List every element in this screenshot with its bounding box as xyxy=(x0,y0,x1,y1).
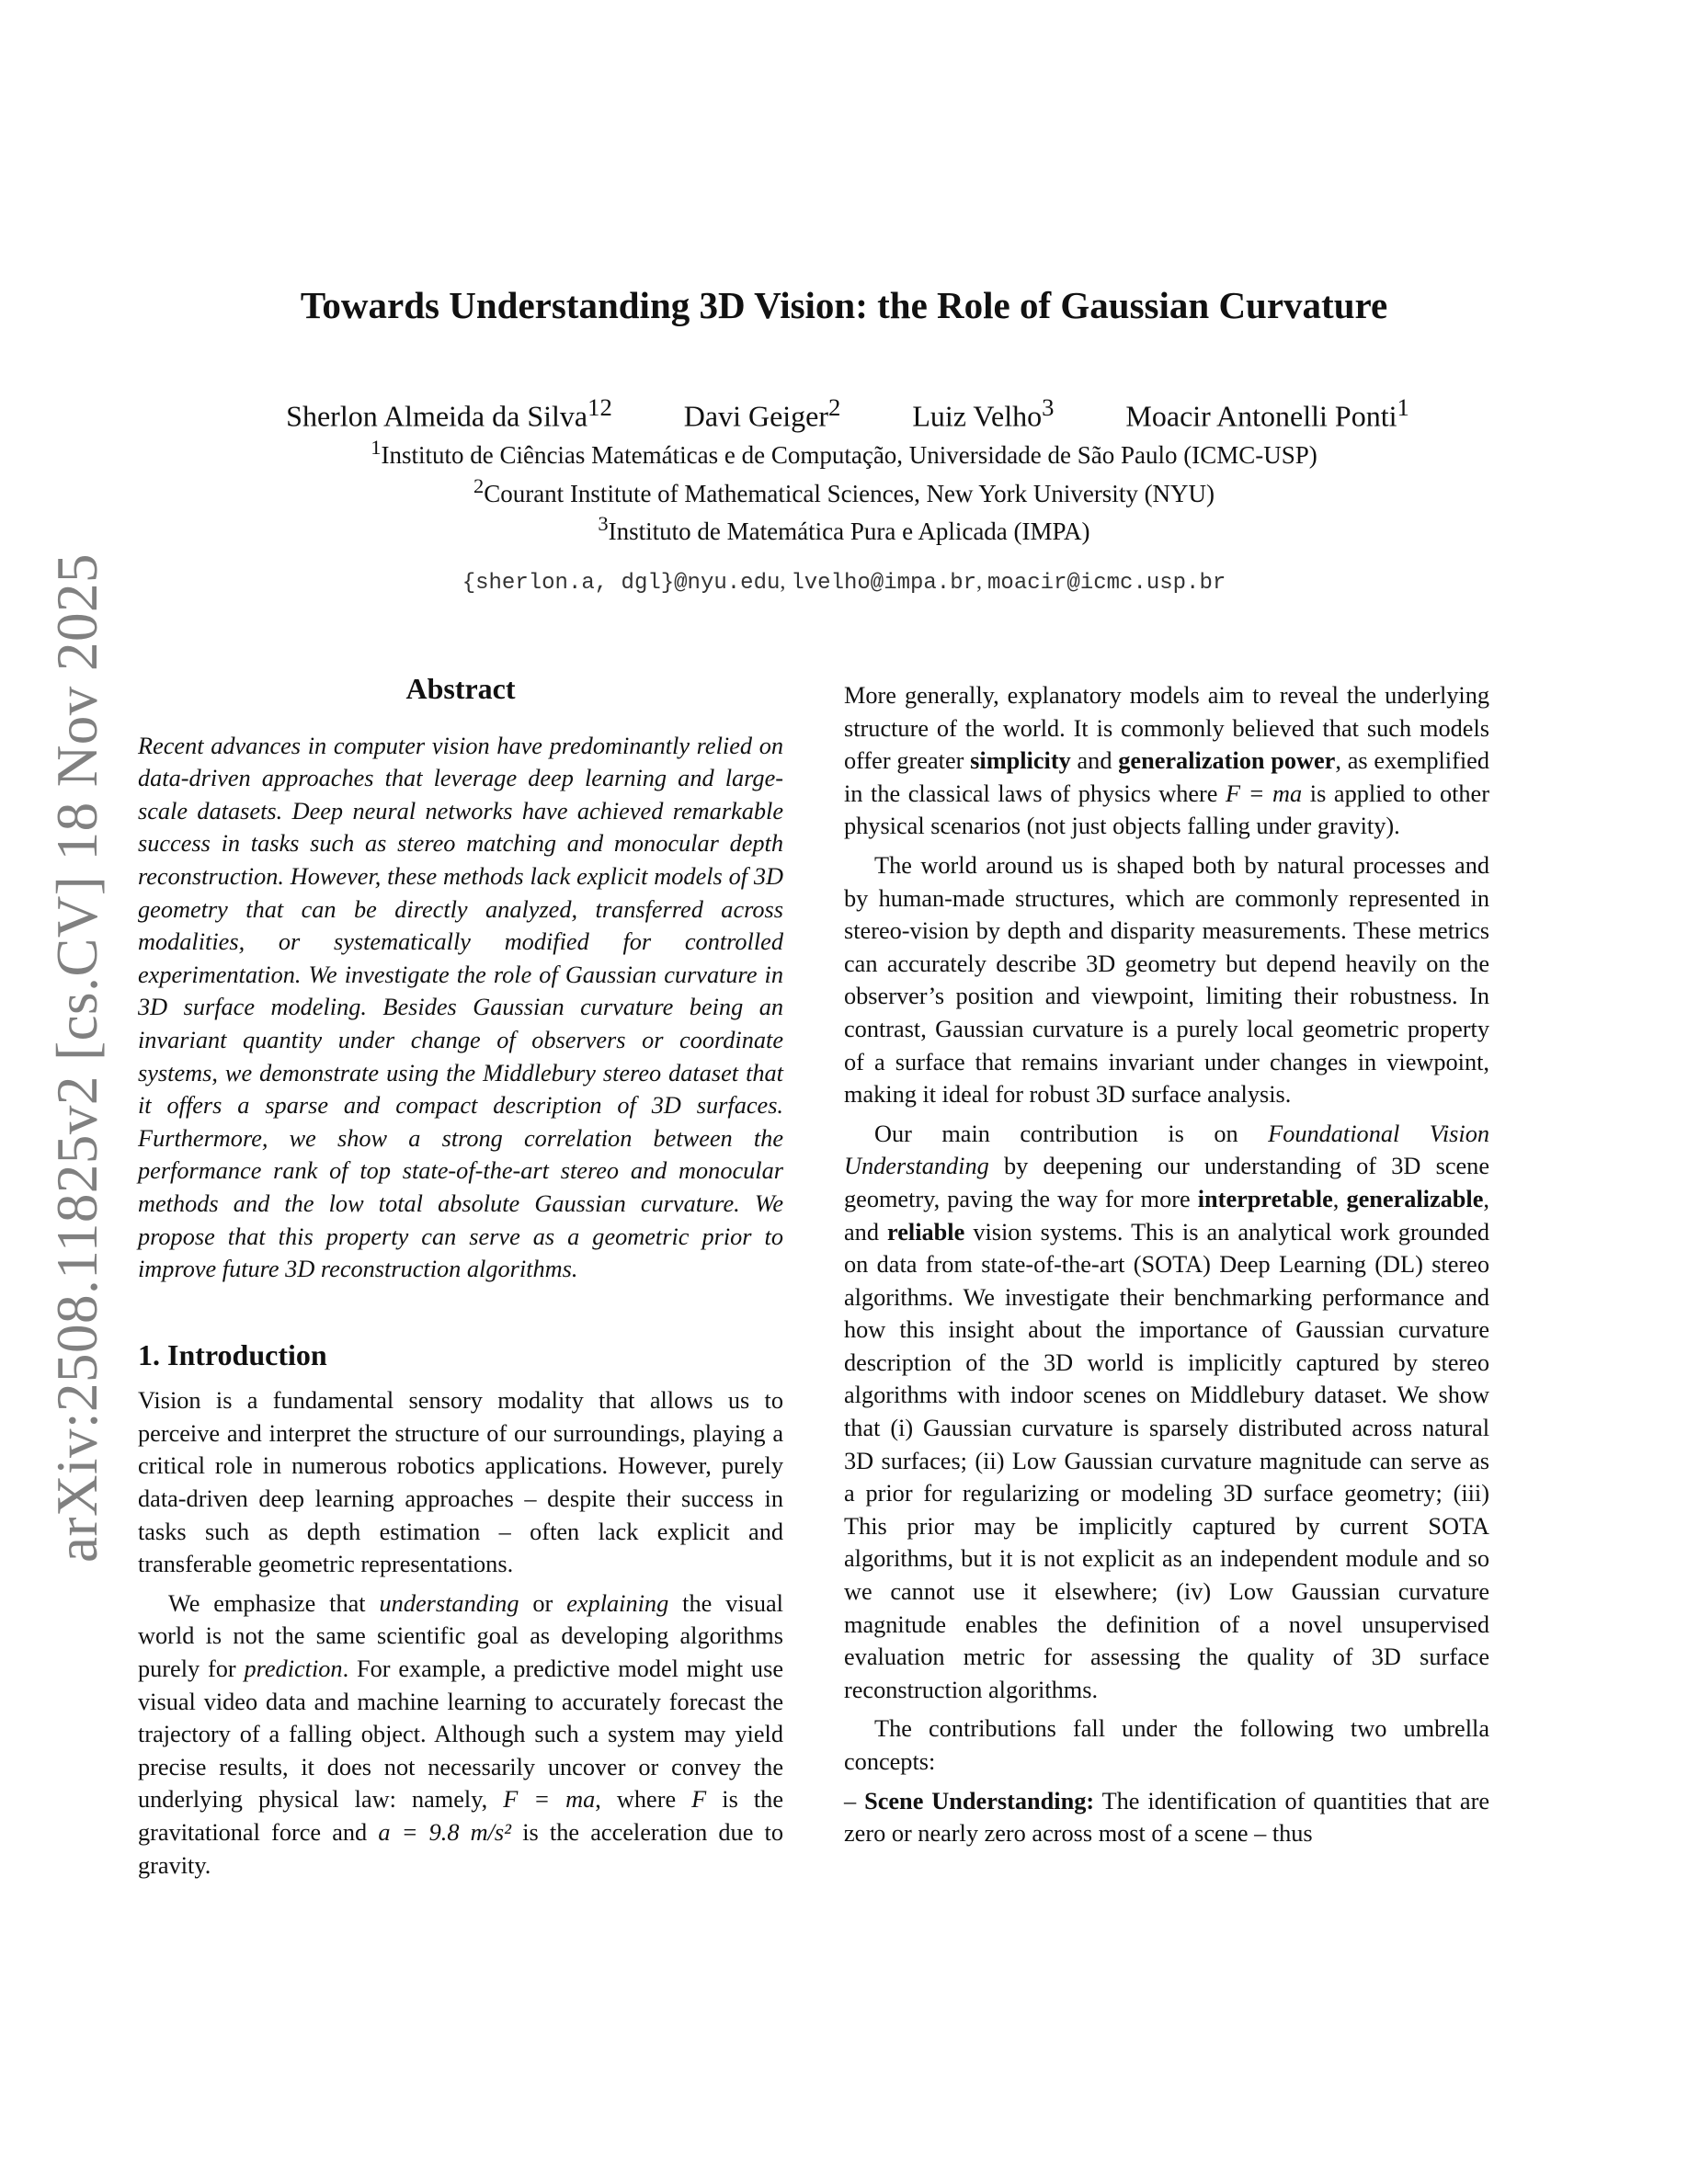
italic-text: prediction xyxy=(244,1655,343,1683)
text-run: The world around us is shaped both by natural processes and by human-made structures, which are commonly represented in stereo-vision by depth and disparity measurements. These metrics can accurately describe 3D geometry but depend heavily on the observer’s position and viewpoint, limiting their robustness. In contrast, Gaussian curvature is a purely local geometric property of a surface that remains invariant under changes in viewpoint, making it ideal for robust 3D surface analysis. xyxy=(844,851,1489,1109)
math-expression: F = ma xyxy=(1226,779,1303,807)
text-run: the visual world is not the same scientific goal as developing algorithms purely for xyxy=(138,1589,783,1683)
affiliation xyxy=(0,474,1688,508)
bold-text: Scene Understanding: xyxy=(864,1787,1095,1814)
text-run: by deepening our understanding of 3D scene geometry, paving the way for more xyxy=(844,1153,1489,1212)
author xyxy=(912,393,1054,434)
author xyxy=(286,393,612,434)
text-run: The identification of quantities that are zero or nearly zero across most of a scene – thus xyxy=(844,1787,1489,1848)
paragraph xyxy=(138,1587,783,1882)
author-sup: 2 xyxy=(828,393,841,421)
affiliation-text: Instituto de Matemática Pura e Aplicada (IMPA) xyxy=(608,518,1090,545)
affiliation-sup: 3 xyxy=(598,512,609,535)
bold-text: reliable xyxy=(887,1218,965,1246)
text-run: is applied to other physical scenarios (not just objects falling under gravity). xyxy=(844,779,1489,840)
text-run: is the gravitational force and xyxy=(138,1786,783,1846)
left-column xyxy=(138,673,783,1888)
author-list xyxy=(0,393,1688,434)
affiliation-sup: 1 xyxy=(371,436,382,459)
bold-text: generalizable xyxy=(1346,1185,1484,1212)
bold-text: generalization power xyxy=(1118,747,1336,775)
text-run: vision systems. This is an analytical work grounded on data from state-of-the-art (SOTA) Deep Learning (DL) stereo algorithms. We investigate their benchmarking performance and how this insight about the importance of Gaussian curvature description of the 3D world is implicitly captured by stereo algorithms with indoor scenes on Middlebury dataset. We show that (i) Gaussian curvature is sparsely distributed across natural 3D surfaces; (ii) Low Gaussian curvature magnitude can serve as a prior for regularizing or modeling 3D surface geometry; (iii) This prior may be implicitly captured by current SOTA algorithms, but it is not explicit as an independent module and so we cannot use it elsewhere; (iv) Low Gaussian curvature magnitude enables the definition of a novel unsupervised evaluation metric for assessing the quality of 3D surface reconstruction algorithms. xyxy=(844,1218,1490,1703)
paragraph xyxy=(844,1785,1489,1850)
paragraph xyxy=(844,1118,1489,1707)
paragraph xyxy=(138,1384,783,1581)
text-run: We emphasize that xyxy=(168,1589,380,1617)
author-name: Davi Geiger xyxy=(683,399,829,433)
text-run: and xyxy=(1070,747,1119,775)
abstract-text: Recent advances in computer vision have predominantly relied on data-driven approaches that leverage deep learning and large-scale datasets. Deep neural networks have achieved remarkable success in tasks such as stereo matching and monocular depth reconstruction. However, these methods lack explicit models of 3D geometry that can be directly analyzed, transferred across modalities, or systematically modified for controlled experimentation. We investigate the role of Gaussian curvature in 3D surface modeling. Besides Gaussian curvature being an invariant quantity under change of observers or coordinate systems, we demonstrate using the Middlebury stereo dataset that it offers a sparse and compact description of 3D surfaces. Furthermore, we show a strong correlation between the performance rank of top state-of-the-art stereo and monocular methods and the low total absolute Gaussian curvature. We propose that this property can serve as a geometric prior to improve future 3D reconstruction algorithms. xyxy=(138,732,783,1283)
paragraph xyxy=(844,1712,1489,1778)
text-run: Vision is a fundamental sensory modality that allows us to perceive and interpret the structure of our surroundings, playing a critical role in numerous robotics applications. However, purely data-driven deep learning approaches – despite their success in tasks such as depth estimation – often lack explicit and transferable geometric representations. xyxy=(138,1387,783,1578)
author-sup: 12 xyxy=(587,393,612,421)
math-expression: a = 9.8 m/s² xyxy=(378,1819,512,1846)
author-name: Moacir Antonelli Ponti xyxy=(1125,399,1397,433)
text-run: – xyxy=(844,1787,865,1814)
text-run: More generally, explanatory models aim to reveal the underlying structure of the world. It is commonly believed that such models offer greater xyxy=(844,682,1489,775)
affiliation-text: Courant Institute of Mathematical Sciences, New York University (NYU) xyxy=(484,480,1215,507)
italic-text: understanding xyxy=(379,1589,519,1617)
italic-text: explaining xyxy=(566,1589,669,1617)
text-run: , xyxy=(1332,1185,1347,1212)
paragraph xyxy=(844,679,1489,843)
bold-text: simplicity xyxy=(970,747,1071,775)
math-expression: F = ma xyxy=(503,1786,596,1814)
text-run: , as exemplified in the classical laws of physics where xyxy=(844,747,1489,807)
affiliation-text: Instituto de Ciências Matemáticas e de Computação, Universidade de São Paulo (ICMC-USP) xyxy=(381,441,1317,469)
email[interactable]: moacir@icmc.usp.br xyxy=(987,571,1226,596)
author xyxy=(684,393,841,434)
introduction-body-right xyxy=(844,679,1489,1850)
right-column xyxy=(844,679,1489,1857)
affiliation xyxy=(0,436,1688,470)
text-run: , where xyxy=(595,1786,692,1814)
email[interactable]: {sherlon.a, dgl}@nyu.edu xyxy=(462,571,781,596)
affiliation-sup: 2 xyxy=(473,474,485,497)
text-run: Our main contribution is on xyxy=(874,1120,1269,1147)
text-run: The contributions fall under the following two umbrella concepts: xyxy=(844,1715,1489,1775)
affiliation xyxy=(0,512,1688,546)
text-run: is the acceleration due to gravity. xyxy=(138,1819,783,1879)
italic-text: Foundational Vision Understanding xyxy=(844,1120,1489,1180)
author-name: Luiz Velho xyxy=(912,399,1043,433)
text-run: . For example, a predictive model might use visual video data and machine learning to accurately forecast the trajectory of a falling object. Although such a system may yield precise results, it does not necessarily uncover or convey the underlying physical law: namely, xyxy=(138,1655,783,1814)
paper-title: Towards Understanding 3D Vision: the Role of Gaussian Curvature xyxy=(300,284,1388,326)
text-run: or xyxy=(519,1589,567,1617)
bold-text: interpretable xyxy=(1197,1185,1333,1212)
author xyxy=(1125,393,1409,434)
author-emails: {sherlon.a, dgl}@nyu.edu, lvelho@impa.br, moacir@icmc.usp.br xyxy=(462,570,1226,596)
email[interactable]: lvelho@impa.br xyxy=(791,571,977,596)
section-heading-introduction: 1. Introduction xyxy=(138,1337,327,1371)
arxiv-stamp: arXiv:2508.11825v2 [cs.CV] 18 Nov 2025 xyxy=(45,552,109,1563)
text-run: , and xyxy=(844,1185,1489,1246)
author-sup: 1 xyxy=(1397,393,1409,421)
paragraph xyxy=(844,849,1489,1111)
author-name: Sherlon Almeida da Silva xyxy=(286,399,588,433)
introduction-body-left xyxy=(138,1384,783,1882)
abstract-heading: Abstract xyxy=(405,672,516,705)
math-expression: F xyxy=(691,1786,707,1814)
author-sup: 3 xyxy=(1042,393,1055,421)
